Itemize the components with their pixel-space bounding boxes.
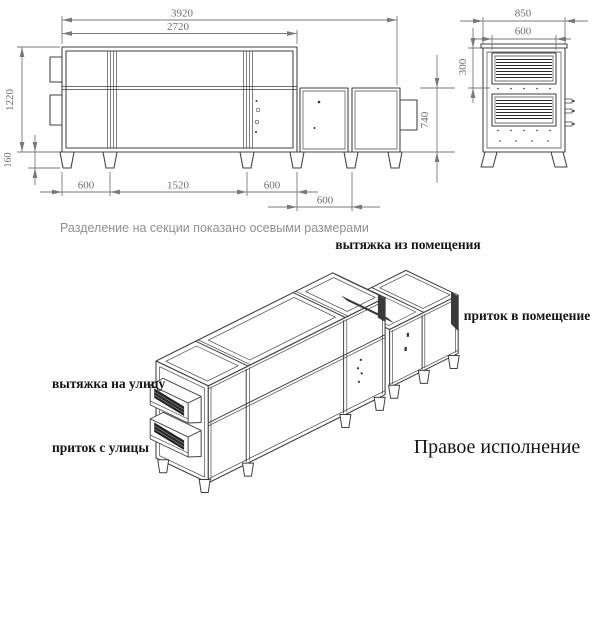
side-body-outline bbox=[481, 44, 567, 152]
side-rivet-dots bbox=[497, 88, 551, 142]
label-exhaust-from-room: вытяжка из помещения bbox=[335, 237, 481, 252]
dim-overall-length: 3920 bbox=[171, 7, 193, 20]
front-view-dimensions bbox=[3, 8, 455, 212]
dim-section-2: 1520 bbox=[167, 179, 189, 192]
isometric-unit bbox=[150, 270, 459, 492]
label-exhaust-to-street: вытяжка на улицу bbox=[52, 376, 166, 391]
dim-section-1: 600 bbox=[77, 179, 95, 192]
front-detail-dots bbox=[255, 100, 320, 133]
front-lower-modules-inner bbox=[303, 91, 397, 149]
front-view bbox=[50, 47, 417, 168]
dim-duct-offset: 300 bbox=[457, 58, 469, 76]
sectioning-note: Разделение на секции показано осевыми размерами bbox=[60, 221, 369, 235]
front-body-posts bbox=[108, 51, 253, 148]
dim-leg-height: 160 bbox=[3, 152, 14, 168]
label-supply-from-street: приток с улицы bbox=[52, 440, 149, 455]
label-configuration: Правое исполнение bbox=[413, 436, 581, 458]
front-right-flange bbox=[400, 100, 417, 130]
dim-section-3: 600 bbox=[263, 179, 281, 192]
side-legs bbox=[481, 152, 567, 167]
front-left-flanges bbox=[50, 57, 62, 125]
label-supply-to-room: приток в помещение bbox=[463, 308, 591, 323]
front-lower-modules bbox=[300, 88, 400, 152]
front-body-divider bbox=[62, 87, 297, 90]
dim-body-height: 1220 bbox=[4, 89, 16, 111]
dim-right-section-height: 740 bbox=[419, 111, 431, 129]
dim-duct-width: 600 bbox=[514, 25, 532, 38]
dim-overall-depth: 850 bbox=[514, 7, 532, 20]
side-view-dimensions bbox=[457, 8, 588, 104]
dim-body-length: 2720 bbox=[167, 21, 189, 33]
side-view bbox=[481, 44, 575, 167]
front-legs bbox=[60, 152, 402, 168]
dim-section-4: 600 bbox=[316, 194, 334, 207]
side-tabs bbox=[565, 99, 572, 126]
front-body-outline bbox=[62, 47, 297, 152]
